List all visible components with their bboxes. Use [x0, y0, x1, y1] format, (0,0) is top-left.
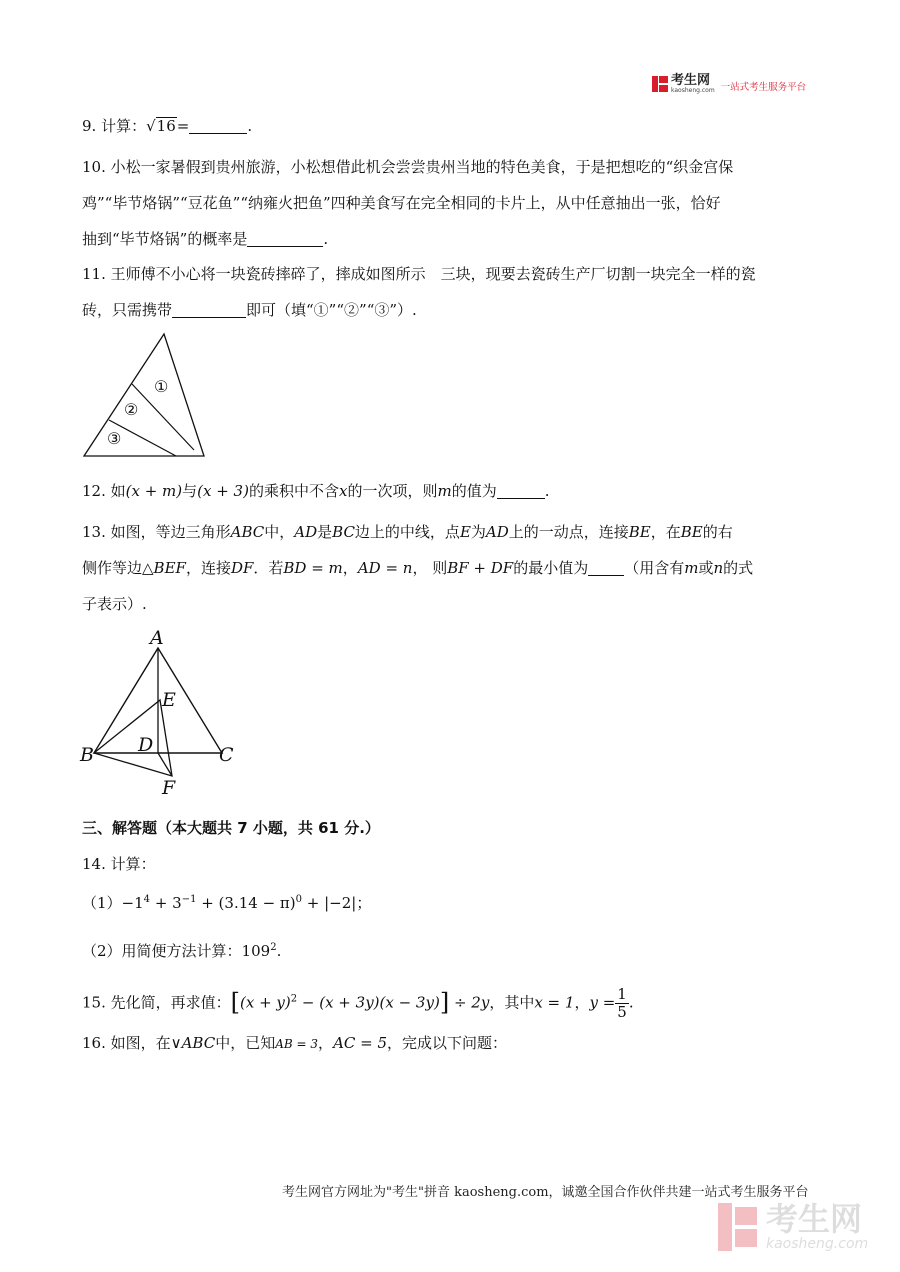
- piece-label-1: ①: [154, 377, 169, 396]
- q13-l2a: 侧作等边△: [82, 559, 154, 577]
- q13-l1h: 的右: [702, 523, 733, 541]
- q13-l2b: ，连接: [185, 559, 231, 577]
- q14-p1-end: ；: [356, 894, 372, 912]
- q14-p1-a: −1: [121, 894, 144, 912]
- q11-line2b: 即可（填“①”“②”“③”）.: [246, 301, 417, 319]
- q14-p1-sup-a: 4: [143, 894, 151, 905]
- q15-comma: ，: [574, 993, 590, 1012]
- q15-left-bracket: [: [230, 988, 240, 1017]
- label-c: C: [219, 744, 234, 766]
- q12-text3: 的值为: [451, 482, 497, 500]
- q12-factor-1: (x + m): [125, 482, 183, 500]
- watermark-url: kaosheng.com: [766, 1236, 869, 1252]
- q15-label: 15. 先化简，再求值：: [82, 993, 231, 1012]
- tile-pieces-figure: [80, 330, 210, 462]
- q15-end: .: [628, 993, 634, 1012]
- q13-line3: 子表示）.: [82, 595, 147, 613]
- q16-b: 中，已知: [215, 1034, 276, 1052]
- q13-l1f: 上的一动点，连接: [508, 523, 629, 541]
- q16-tri: ∨ABC: [170, 1034, 216, 1052]
- q12-prefix: 12. 如: [82, 482, 126, 500]
- q9-answer-blank[interactable]: [189, 119, 247, 134]
- q13-l2d: ，: [342, 559, 358, 577]
- q12-end: .: [544, 482, 550, 500]
- q14-p1-b: + 3: [150, 894, 182, 912]
- q16-ab: AB = 3: [275, 1037, 319, 1051]
- logo-name: 考生网: [671, 73, 711, 88]
- question-16: [82, 1033, 507, 1054]
- q13-l2e: ， 则: [412, 559, 448, 577]
- label-f: F: [162, 777, 176, 799]
- watermark-name: 考生网: [766, 1200, 863, 1238]
- q12-factor-2: (x + 3): [197, 482, 249, 500]
- q16-c: ，: [318, 1034, 334, 1052]
- q13-l1d: 边上的中线，点: [354, 523, 460, 541]
- q13-df: DF: [230, 559, 254, 577]
- q13-l1a: 13. 如图，等边三角形: [82, 523, 231, 541]
- question-15: [82, 986, 634, 1021]
- q13-ad: AD: [294, 523, 318, 541]
- q12-text1: 的乘积中不含: [248, 482, 339, 500]
- q9-radicand: 16: [156, 117, 176, 135]
- question-10-line3: [82, 229, 328, 249]
- label-e: E: [162, 689, 176, 711]
- kaosheng-logo-icon: [652, 76, 668, 92]
- logo-slogan: 一站式考生服务平台: [720, 82, 807, 93]
- watermark-logo-icon: [718, 1203, 758, 1251]
- q10-line3: 抽到“毕节烙锅”的概率是: [82, 230, 248, 248]
- q9-equals: =: [176, 117, 190, 135]
- q13-m: m: [684, 559, 699, 577]
- q14-part1: [82, 893, 371, 913]
- q15-e3: ÷ 2y: [449, 993, 490, 1012]
- section-3-heading: 三、解答题（本大题共 7 小题，共 61 分.）: [82, 819, 380, 837]
- label-a: A: [150, 627, 164, 649]
- q13-be: BE: [628, 523, 651, 541]
- tile-outline: [84, 334, 204, 456]
- header-logo: [652, 74, 806, 94]
- q12-mid: 与: [182, 482, 198, 500]
- q15-right-bracket: ]: [439, 988, 450, 1017]
- piece-label-2: ②: [124, 400, 139, 419]
- q13-l1b: 中，: [264, 523, 295, 541]
- q14-p1-sup-b: −1: [181, 894, 197, 905]
- q15-num: 1: [617, 985, 627, 1003]
- q13-l2h: 或: [698, 559, 714, 577]
- piece-label-3: ③: [107, 429, 122, 448]
- label-b: B: [80, 744, 94, 766]
- q13-n: n: [713, 559, 724, 577]
- label-d: D: [138, 734, 154, 756]
- q13-l2i: 的式: [723, 559, 754, 577]
- q14-p1-label: （1）: [82, 894, 122, 912]
- q15-e1-sup: 2: [290, 993, 298, 1005]
- q14-p1-c: + (3.14 − π): [196, 894, 296, 912]
- q16-d: ，完成以下问题：: [387, 1034, 508, 1052]
- q11-line2a: 砖，只需携带: [82, 301, 173, 319]
- q14-p2-end: .: [276, 942, 282, 960]
- question-12: [82, 481, 549, 501]
- question-9: 9. 计算：√16= .: [82, 117, 253, 135]
- q13-bc: BC: [332, 523, 355, 541]
- q15-fraction: [615, 986, 629, 1021]
- q10-line2: 鸡”“毕节烙锅”“豆花鱼”“纳雍火把鱼”四种美食写在完全相同的卡片上，从中任意抽出一张，恰好: [82, 194, 721, 212]
- q13-l1e: 为: [470, 523, 486, 541]
- q10-end: .: [323, 230, 329, 248]
- q13-l2c: ．若: [253, 559, 284, 577]
- q13-answer-blank[interactable]: [588, 561, 624, 576]
- q13-bdm: BD = m: [283, 559, 343, 577]
- q13-ad2: AD: [485, 523, 509, 541]
- question-13-line1: [82, 522, 733, 542]
- q14-part2: [82, 941, 281, 961]
- q13-l1g: ，在: [650, 523, 681, 541]
- question-13-line2: [82, 558, 753, 578]
- q15-text: ，其中: [489, 993, 535, 1012]
- q15-den: 5: [617, 1003, 627, 1021]
- q13-l2g: （用含有: [624, 559, 685, 577]
- q13-bef: BEF: [153, 559, 186, 577]
- q10-line1: 10. 小松一家暑假到贵州旅游，小松想借此机会尝尝贵州当地的特色美食，于是把想吃的“织金宫保: [82, 158, 734, 176]
- triangle-bef: [94, 700, 172, 776]
- q10-answer-blank[interactable]: [247, 232, 323, 247]
- q13-l2f: 的最小值为: [513, 559, 589, 577]
- q13-bfdf: BF + DF: [447, 559, 514, 577]
- footer-text: 考生网官方网址为"考生"拼音 kaosheng.com，诚邀全国合作伙伴共建一站式考生服务平台: [282, 1185, 809, 1200]
- logo-url: kaosheng.com: [671, 87, 715, 94]
- q13-l1c: 是: [317, 523, 333, 541]
- q11-answer-blank[interactable]: [172, 303, 246, 318]
- q14-p1-sup-c: 0: [295, 894, 302, 905]
- q12-var-m: m: [437, 482, 452, 500]
- q13-e: E: [459, 523, 471, 541]
- q13-adn: AD = n: [357, 559, 413, 577]
- q15-x: x = 1: [534, 993, 575, 1012]
- q13-abc: ABC: [230, 523, 265, 541]
- q9-label: 9. 计算：: [82, 117, 147, 135]
- q9-end: .: [247, 117, 253, 135]
- q14-p2-sup: 2: [270, 942, 277, 953]
- q14-p2-label: （2）用简便方法计算：: [82, 942, 242, 960]
- q12-text2: 的一次项，则: [347, 482, 438, 500]
- equilateral-triangle-figure: [76, 624, 246, 800]
- q11-line1: 11. 王师傅不小心将一块瓷砖摔碎了，摔成如图所示 三块，现要去瓷砖生产厂切割一块完全一样的瓷: [82, 265, 756, 283]
- q16-a: 16. 如图，在: [82, 1034, 171, 1052]
- q14-title: 14. 计算：: [82, 855, 156, 873]
- q13-be2: BE: [680, 523, 703, 541]
- q12-var-x: x: [338, 482, 348, 500]
- q15-e1: (x + y): [240, 993, 291, 1012]
- q12-answer-blank[interactable]: [497, 484, 545, 499]
- q14-p2-base: 109: [241, 942, 271, 960]
- q15-y: y =: [589, 993, 616, 1012]
- q16-ac: AC = 5: [333, 1034, 388, 1052]
- question-11-line2: [82, 300, 417, 320]
- q14-p1-d: + |−2|: [302, 894, 357, 912]
- watermark: [718, 1202, 868, 1252]
- q15-e2: − (x + 3y)(x − 3y): [297, 993, 440, 1012]
